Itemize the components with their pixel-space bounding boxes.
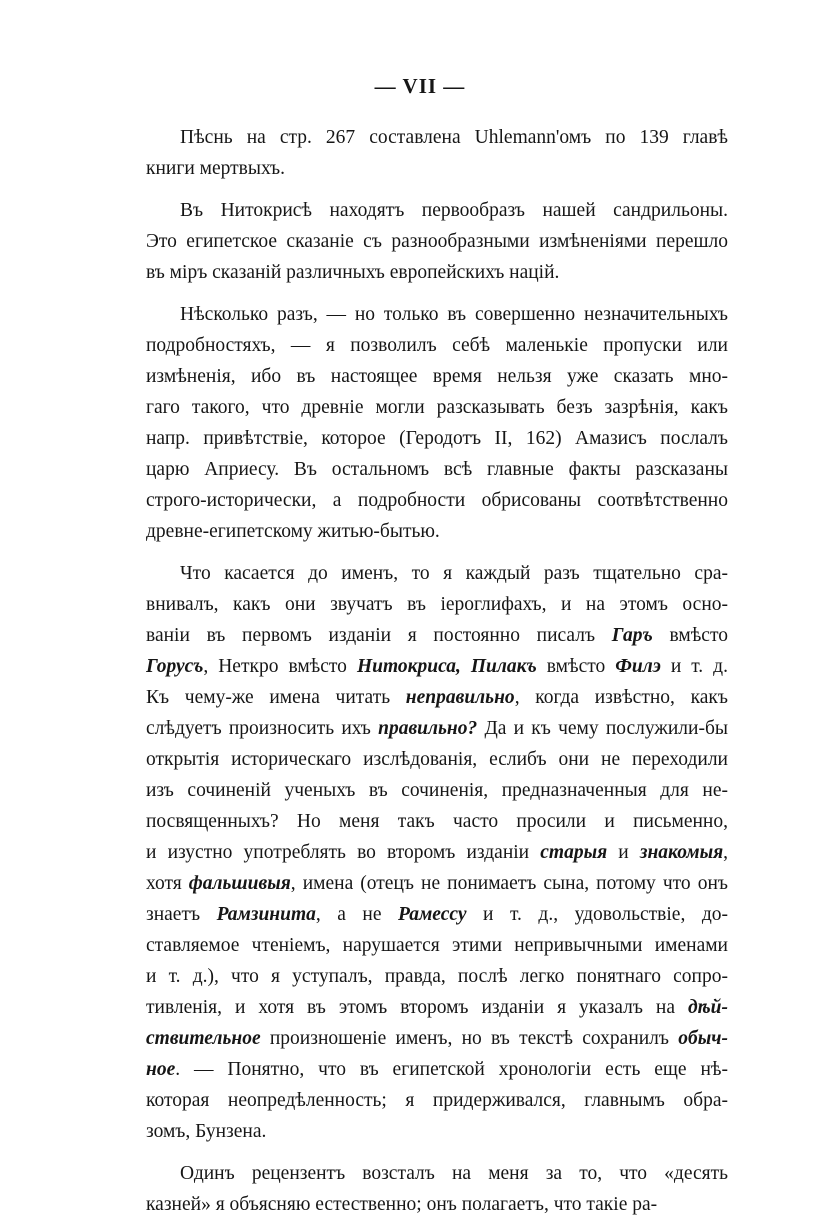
text-line bbox=[146, 361, 728, 392]
text-run: знаетъ bbox=[146, 904, 217, 925]
text-run: подробностяхъ, — я позволилъ себѣ маленькіе пропуски или bbox=[146, 335, 728, 356]
text-line bbox=[146, 153, 728, 184]
text-run: Пѣснь на стр. 267 составлена Uhlemann'омъ по 139 главѣ bbox=[180, 127, 728, 148]
text-run: . — Понятно, что въ египетской хронологіи есть еще нѣ- bbox=[175, 1059, 728, 1080]
text-run: и т. д. bbox=[660, 656, 728, 677]
text-line bbox=[146, 299, 728, 330]
italic-word: Рамзинита bbox=[216, 904, 316, 925]
text-line bbox=[146, 899, 728, 930]
text-run: ваніи въ первомъ изданіи я постоянно писалъ bbox=[146, 625, 612, 646]
italic-word: Рамессу bbox=[398, 904, 467, 925]
text-run: зомъ, Бунзена. bbox=[146, 1121, 267, 1142]
paragraph bbox=[146, 558, 728, 1147]
italic-word: неправильно bbox=[405, 687, 515, 708]
text-run: посвященныхъ? Но меня такъ часто просили и письменно, bbox=[146, 811, 728, 832]
paragraph bbox=[146, 122, 728, 184]
text-run: Нѣсколько разъ, — но только въ совершенно незначительныхъ bbox=[180, 304, 728, 325]
text-run: гаго такого, что древніе могли разсказывать безъ зазрѣнія, какъ bbox=[146, 397, 728, 418]
text-line bbox=[146, 1085, 728, 1116]
italic-word: обыч- bbox=[678, 1028, 728, 1049]
text-run: слѣдуетъ произносить ихъ bbox=[146, 718, 379, 739]
text-run: , а не bbox=[315, 904, 399, 925]
text-line bbox=[146, 713, 728, 744]
text-line bbox=[146, 122, 728, 153]
text-run: вмѣсто bbox=[536, 656, 616, 677]
text-run: Это египетское сказаніе съ разнообразными измѣненіями перешло bbox=[146, 231, 728, 252]
text-line bbox=[146, 226, 728, 257]
text-line bbox=[146, 961, 728, 992]
text-run: Къ чему-же имена читать bbox=[146, 687, 406, 708]
text-run: ставляемое чтеніемъ, нарушается этими непривычными именами bbox=[146, 935, 728, 956]
paragraph bbox=[146, 195, 728, 288]
text-line bbox=[146, 651, 728, 682]
text-run: произношеніе именъ, но въ текстѣ сохранилъ bbox=[260, 1028, 679, 1049]
text-line bbox=[146, 257, 728, 288]
text-line bbox=[146, 589, 728, 620]
italic-word: ное bbox=[146, 1059, 176, 1080]
italic-word: фальшивыя bbox=[188, 873, 291, 894]
text-run: вмѣсто bbox=[652, 625, 728, 646]
text-line bbox=[146, 454, 728, 485]
italic-word: старыя bbox=[540, 842, 608, 863]
text-line bbox=[146, 682, 728, 713]
text-run: напр. привѣтствіе, которое (Геродотъ II, 162) Амазисъ послалъ bbox=[146, 428, 728, 449]
text-run: которая неопредѣленность; я придерживался, главнымъ обра- bbox=[146, 1090, 728, 1111]
text-line bbox=[146, 516, 728, 547]
text-run: хотя bbox=[146, 873, 189, 894]
paragraph bbox=[146, 299, 728, 547]
text-line bbox=[146, 1116, 728, 1147]
text-line bbox=[146, 330, 728, 361]
text-line bbox=[146, 868, 728, 899]
page-text bbox=[146, 122, 728, 1231]
text-line bbox=[146, 195, 728, 226]
text-line bbox=[146, 992, 728, 1023]
text-run: изъ сочиненій ученыхъ въ сочиненія, предназначенныя для не- bbox=[146, 780, 728, 801]
text-run: древне-египетскому житью-бытью. bbox=[146, 521, 440, 542]
text-run: книги мертвыхъ. bbox=[146, 158, 285, 179]
text-line bbox=[146, 837, 728, 868]
italic-word: знакомыя bbox=[639, 842, 724, 863]
text-run: внивалъ, какъ они звучатъ въ іероглифахъ, и на этомъ осно- bbox=[146, 594, 728, 615]
text-run: и т. д., удовольствіе, до- bbox=[466, 904, 728, 925]
paragraph bbox=[146, 1158, 728, 1220]
text-run: царю Априесу. Въ остальномъ всѣ главные факты разсказаны bbox=[146, 459, 728, 480]
italic-word: Гаръ bbox=[611, 625, 653, 646]
page-number: — VII — bbox=[374, 74, 466, 98]
text-run: измѣненія, ибо въ настоящее время нельзя уже сказать мно- bbox=[146, 366, 728, 387]
italic-word: ствительное bbox=[146, 1028, 261, 1049]
text-line bbox=[146, 1189, 728, 1220]
italic-word: Горусъ bbox=[146, 656, 204, 677]
text-line bbox=[146, 1054, 728, 1085]
text-run: открытія историческаго изслѣдованія, еслибъ они не переходили bbox=[146, 749, 728, 770]
text-line bbox=[146, 423, 728, 454]
text-run: и т. д.), что я уступалъ, правда, послѣ легко понятнаго сопро- bbox=[146, 966, 728, 987]
text-line bbox=[146, 775, 728, 806]
text-line bbox=[146, 1023, 728, 1054]
text-line bbox=[146, 620, 728, 651]
text-line bbox=[146, 930, 728, 961]
text-run: Да и къ чему послужили-бы bbox=[477, 718, 728, 739]
text-line bbox=[146, 1158, 728, 1189]
text-run: , имена (отецъ не понимаетъ сына, потому что онъ bbox=[290, 873, 728, 894]
italic-word: Филэ bbox=[615, 656, 661, 677]
italic-word: Нитокриса, Пилакъ bbox=[356, 656, 537, 677]
italic-word: дѣй- bbox=[687, 997, 728, 1018]
text-run: Одинъ рецензентъ возсталъ на меня за то, что «десять bbox=[180, 1163, 728, 1184]
text-line bbox=[146, 806, 728, 837]
text-line bbox=[146, 558, 728, 589]
text-line bbox=[146, 392, 728, 423]
text-run: строго-исторически, а подробности обрисованы соотвѣтственно bbox=[146, 490, 728, 511]
text-run: тивленія, и хотя въ этомъ второмъ изданіи я указалъ на bbox=[146, 997, 688, 1018]
text-line bbox=[146, 485, 728, 516]
text-line bbox=[146, 744, 728, 775]
text-run: , Неткро вмѣсто bbox=[203, 656, 357, 677]
text-run: и изустно употреблять во второмъ изданіи bbox=[146, 842, 541, 863]
text-run: , bbox=[723, 842, 728, 863]
text-run: въ міръ сказаній различныхъ европейскихъ націй. bbox=[146, 262, 560, 283]
italic-word: правильно? bbox=[378, 718, 478, 739]
text-run: и bbox=[607, 842, 640, 863]
text-run: Въ Нитокрисѣ находятъ первообразъ нашей сандрильоны. bbox=[180, 200, 728, 221]
text-run: Что касается до именъ, то я каждый разъ тщательно сра- bbox=[180, 563, 728, 584]
text-run: , когда извѣстно, какъ bbox=[514, 687, 728, 708]
text-run: казней» я объясняю естественно; онъ полагаетъ, что такіе ра- bbox=[146, 1194, 658, 1215]
